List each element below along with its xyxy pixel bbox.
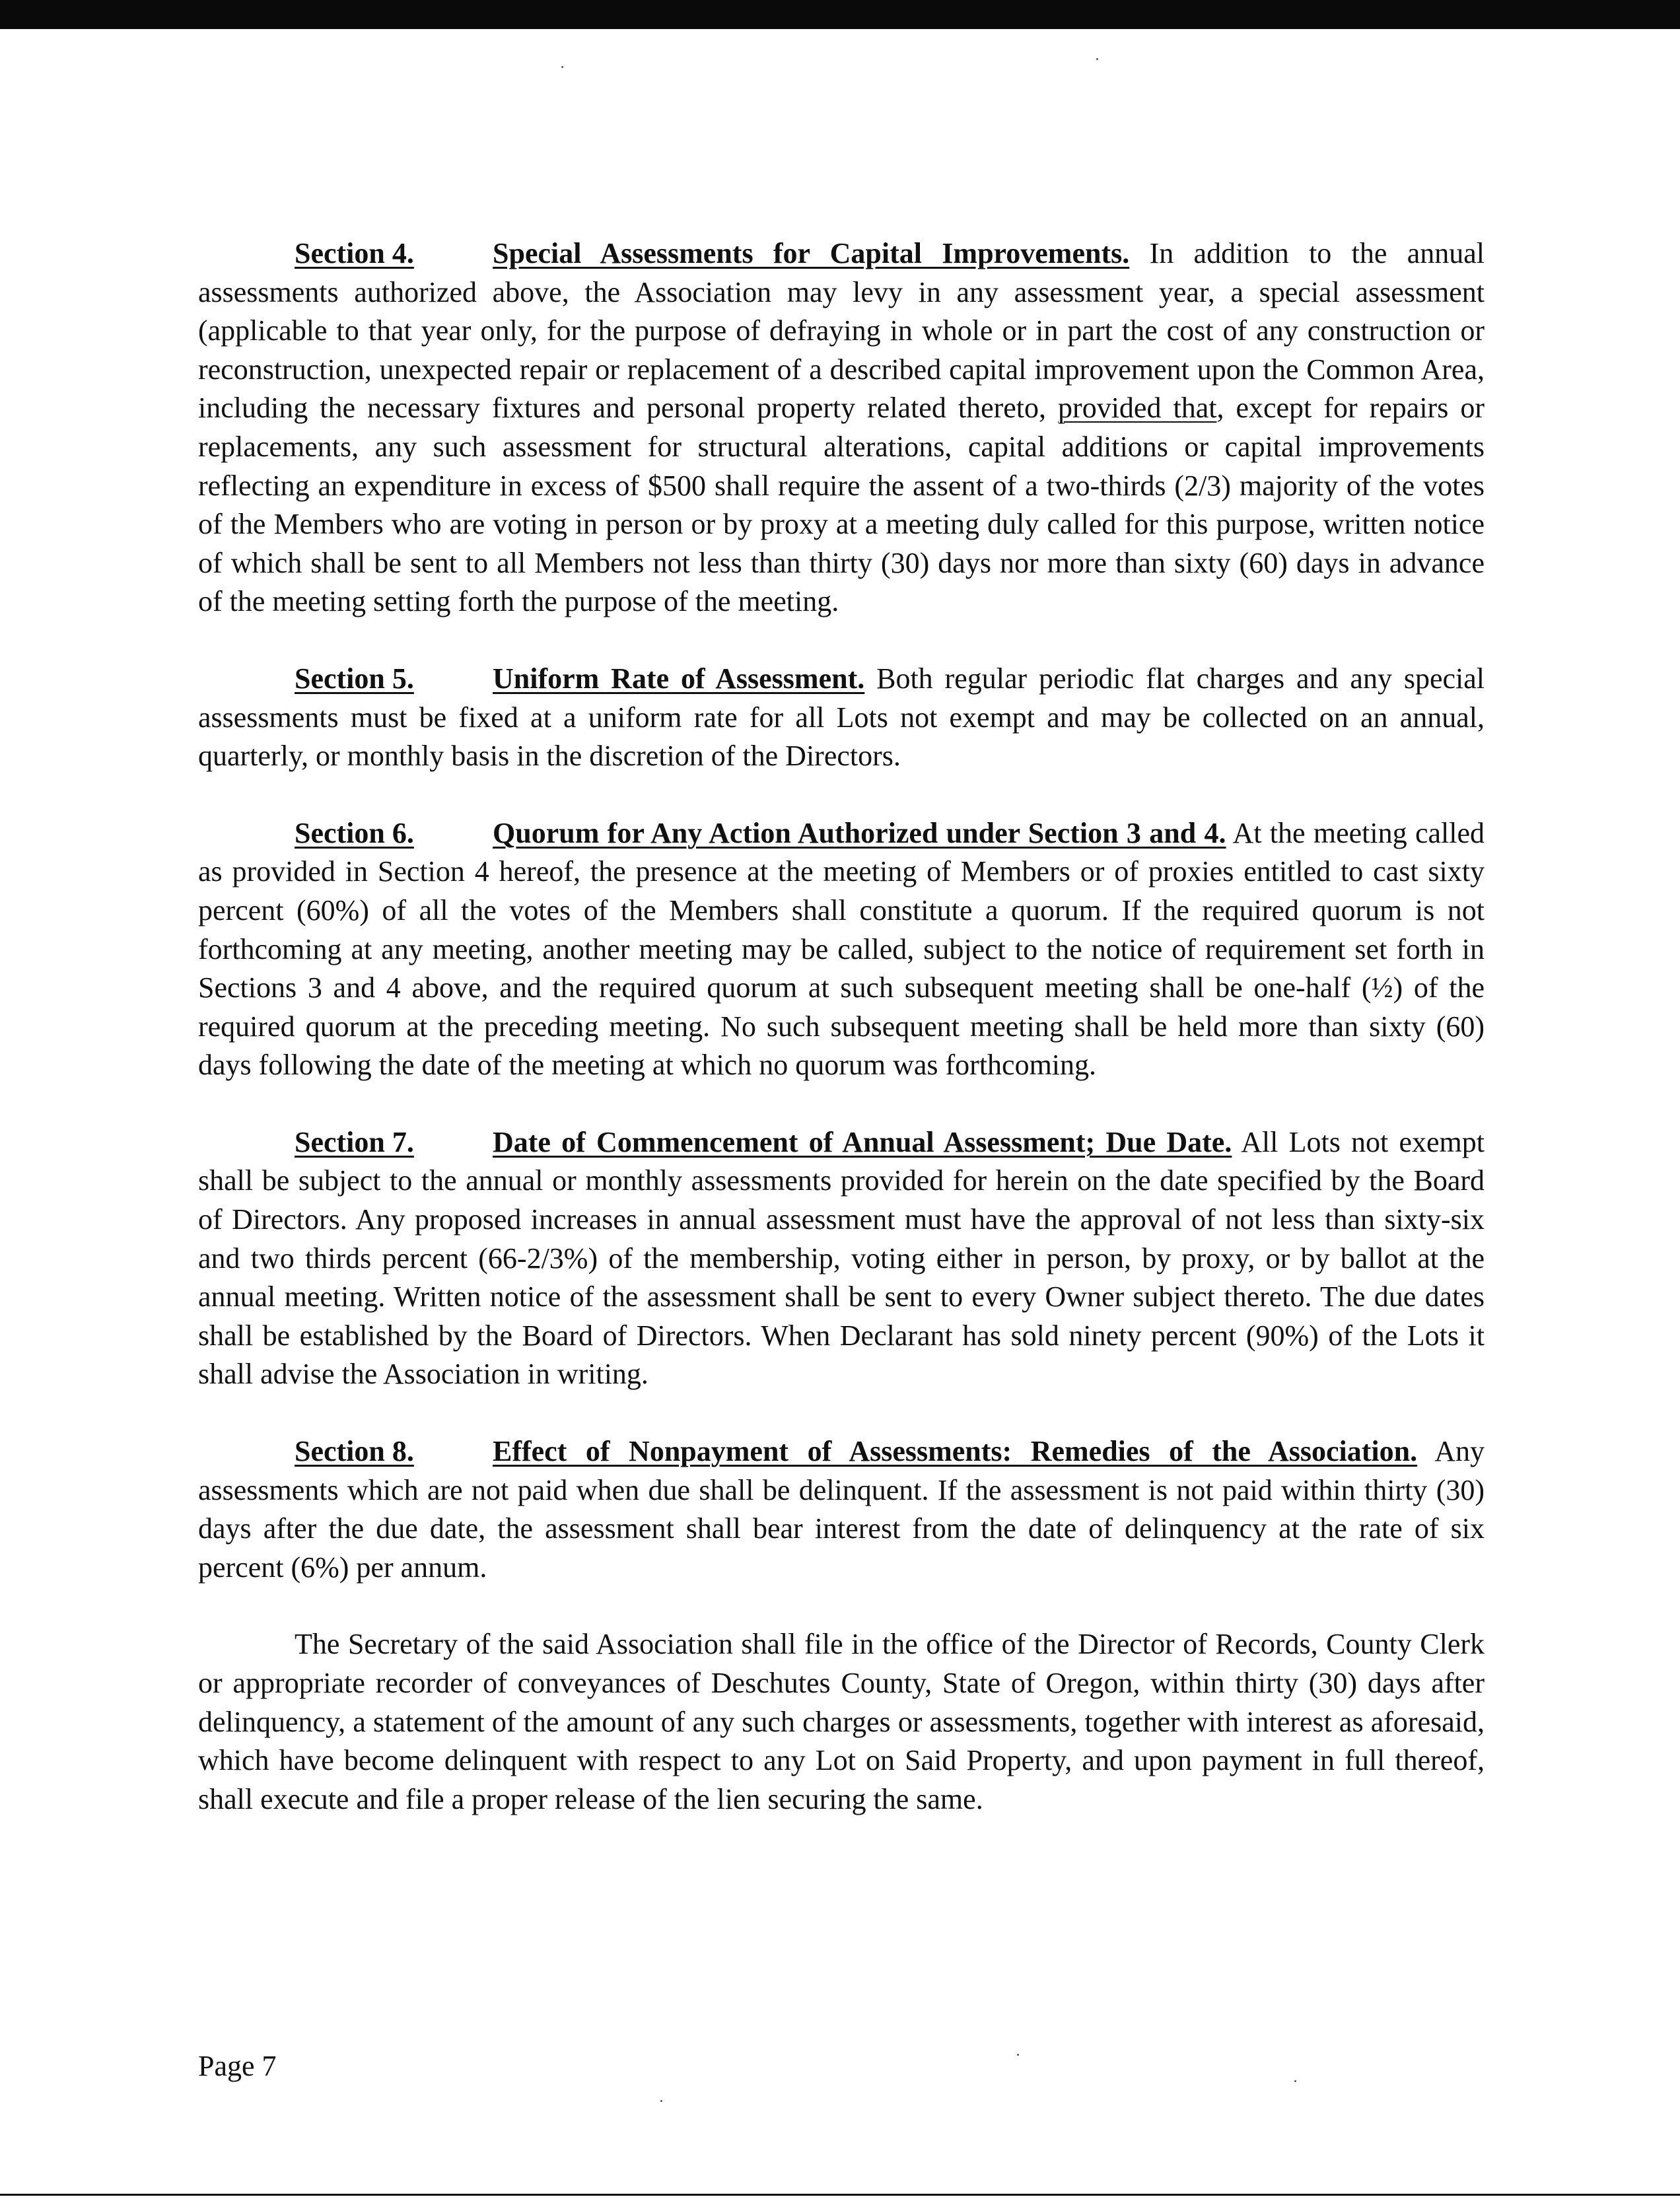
section-8-label: Section 8. bbox=[295, 1435, 414, 1468]
scan-speck bbox=[1096, 58, 1098, 60]
section-6-title: Quorum for Any Action Authorized under Section 3 and 4. bbox=[493, 816, 1226, 849]
section-7-text: All Lots not exempt shall be subject to the annual or monthly assessments provided for herein on the date specified by the Board of Directors. Any proposed increases in annual assessment must have the approval of not less than sixty-six and two thirds percent (66-2/3%) of the membership, voting either in person, by proxy, or by ballot at the annual meeting. Written notice of the assessment shall be sent to every Owner subject thereto. The due dates shall be established by the Board of Directors. When Declarant has sold ninety percent (90%) of the Lots it shall advise the Association in writing. bbox=[198, 1125, 1485, 1391]
provided-that-underlined: provided that bbox=[1058, 392, 1217, 425]
section-6-label: Section 6. bbox=[295, 816, 414, 849]
closing-paragraph bbox=[198, 1625, 1485, 1819]
section-7-label: Section 7. bbox=[295, 1125, 414, 1158]
document-body bbox=[198, 234, 1485, 1857]
scan-speck bbox=[1294, 2080, 1296, 2082]
scan-bottom-border bbox=[0, 2194, 1680, 2196]
closing-paragraph-text: The Secretary of the said Association shall file in the office of the Director of Records, County Clerk or appropriate recorder of conveyances of Deschutes County, State of Oregon, within thirty (30) days after delinquency, a statement of the amount of any such charges or assessments, together with interest as aforesaid, which have become delinquent with respect to any Lot on Said Property, and upon payment in full thereof, shall execute and file a proper release of the lien securing the same. bbox=[198, 1628, 1485, 1815]
section-6-text: At the meeting called as provided in Section 4 hereof, the presence at the meeting of Members or of proxies entitled to cast sixty percent (60%) of all the votes of the Members shall constitute a quorum. If the required quorum is not forthcoming at any meeting, another meeting may be called, subject to the notice of requirement set forth in Sections 3 and 4 above, and the required quorum at such subsequent meeting shall be one-half (½) of the required quorum at the preceding meeting. No such subsequent meeting shall be held more than sixty (60) days following the date of the meeting at which no quorum was forthcoming. bbox=[198, 816, 1485, 1082]
section-8-paragraph bbox=[198, 1432, 1485, 1587]
section-4-paragraph bbox=[198, 234, 1485, 621]
page-number: Page 7 bbox=[198, 2050, 277, 2082]
section-8-title: Effect of Nonpayment of Assessments: Remedies of the Association. bbox=[493, 1435, 1418, 1468]
section-7-paragraph bbox=[198, 1123, 1485, 1394]
section-4-text-b: , except for repairs or replacements, any such assessment for structural alterations, capital additions or capital improvements reflecting an expenditure in excess of $500 shall require the assent of a two-thirds (2/3) majority of the votes of the Members who are voting in person or by proxy at a meeting duly called for this purpose, written notice of which shall be sent to all Members not less than thirty (30) days nor more than sixty (60) days in advance of the meeting setting forth the purpose of the meeting. bbox=[198, 392, 1485, 618]
section-6-paragraph bbox=[198, 814, 1485, 1085]
section-4-title: Special Assessments for Capital Improvements. bbox=[493, 237, 1130, 269]
section-5-label: Section 5. bbox=[295, 662, 414, 695]
scan-speck bbox=[561, 66, 563, 68]
section-4-label: Section 4. bbox=[295, 237, 414, 269]
section-4-text-a: In addition to the annual assessments authorized above, the Association may levy in any assessment year, a special assessment (applicable to that year only, for the purpose of defraying in whole or in part the cost of any construction or reconstruction, unexpected repair or replacement of a described capital improvement upon the Common Area, including the necessary fixtures and personal property related thereto, bbox=[198, 237, 1485, 425]
section-5-title: Uniform Rate of Assessment. bbox=[493, 662, 865, 695]
scan-speck bbox=[1017, 2054, 1019, 2056]
section-8-text: Any assessments which are not paid when due shall be delinquent. If the assessment is not paid within thirty (30) days after the due date, the assessment shall bear interest from the date of delinquency at the rate of six percent (6%) per annum. bbox=[198, 1435, 1485, 1584]
scan-speck bbox=[660, 2100, 662, 2102]
section-5-paragraph bbox=[198, 660, 1485, 776]
scan-top-border bbox=[0, 0, 1680, 29]
section-7-title: Date of Commencement of Annual Assessment; Due Date. bbox=[493, 1125, 1232, 1158]
section-5-text: Both regular periodic flat charges and any special assessments must be fixed at a uniform rate for all Lots not exempt and may be collected on an annual, quarterly, or monthly basis in the discretion of the Directors. bbox=[198, 662, 1485, 773]
